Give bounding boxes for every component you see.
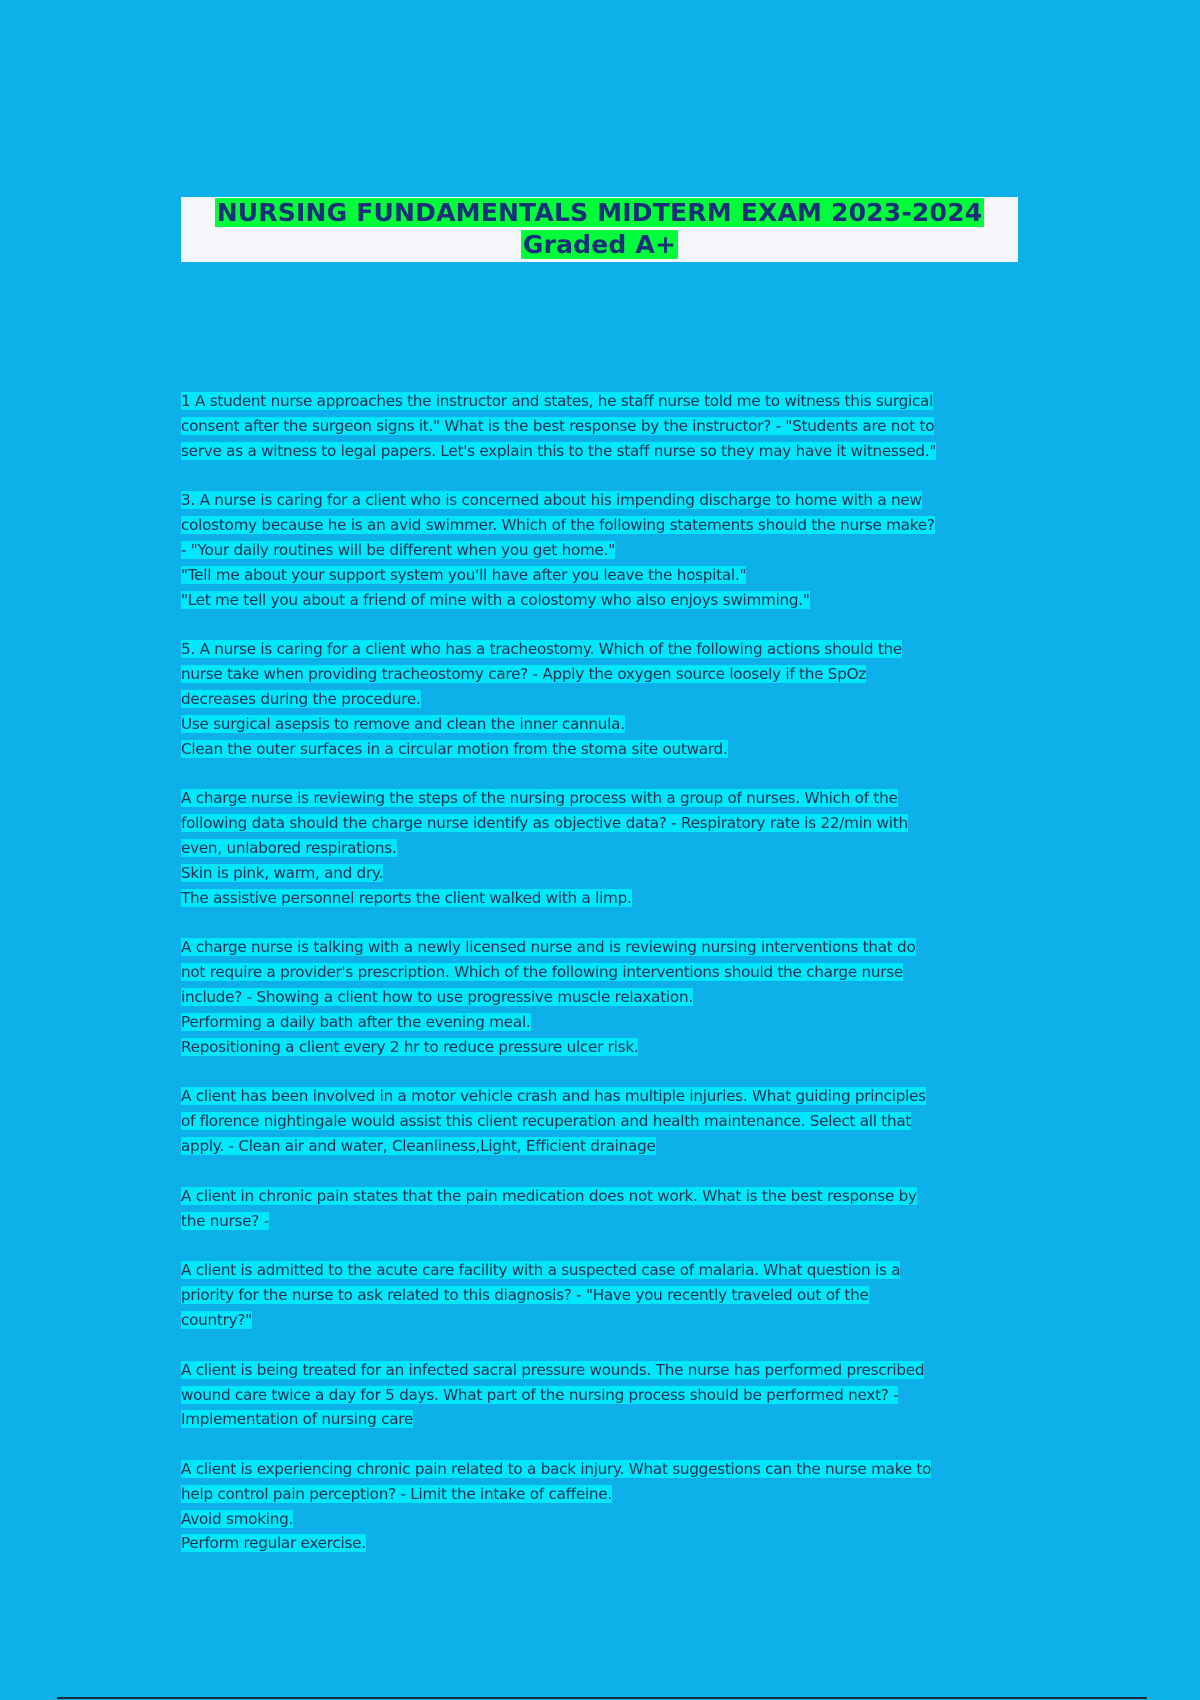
question-text: A charge nurse is reviewing the steps of the nursing process with a group of nurses. Which of the	[181, 789, 898, 808]
question-text: Repositioning a client every 2 hr to reduce pressure ulcer risk.	[181, 1037, 639, 1056]
question-block	[181, 1084, 1021, 1158]
question-line	[181, 1084, 1021, 1109]
question-line	[181, 886, 1021, 911]
question-text: Use surgical asepsis to remove and clean the inner cannula.	[181, 714, 625, 733]
footer-divider	[57, 1697, 1147, 1699]
question-text: A client is experiencing chronic pain related to a back injury. What suggestions can the nurse make to	[181, 1460, 932, 1479]
question-line	[181, 1258, 1021, 1283]
title-line-2: Graded A+	[522, 230, 677, 259]
question-text: priority for the nurse to ask related to this diagnosis? - "Have you recently traveled out of the	[181, 1286, 869, 1305]
question-line	[181, 1010, 1021, 1035]
question-line	[181, 1531, 1021, 1556]
question-line	[181, 935, 1021, 960]
question-line	[181, 1383, 1021, 1408]
question-line	[181, 687, 1021, 712]
document-title	[181, 197, 1018, 262]
question-text: apply. - Clean air and water, Cleanliness,Light, Efficient drainage	[181, 1136, 656, 1155]
question-text: decreases during the procedure.	[181, 689, 421, 708]
question-line	[181, 488, 1021, 513]
question-line	[181, 1358, 1021, 1383]
question-text: country?"	[181, 1310, 252, 1329]
question-line	[181, 1209, 1021, 1234]
question-line	[181, 1482, 1021, 1507]
question-text: A client is admitted to the acute care facility with a suspected case of malaria. What question is a	[181, 1261, 901, 1280]
question-block	[181, 786, 1021, 910]
question-text: serve as a witness to legal papers. Let's explain this to the staff nurse so they may have it witnessed."	[181, 441, 937, 460]
question-line	[181, 960, 1021, 985]
question-text: A client has been involved in a motor vehicle crash and has multiple injuries. What guiding principles	[181, 1087, 926, 1106]
question-text: A client in chronic pain states that the pain medication does not work. What is the best response by	[181, 1186, 917, 1205]
question-line	[181, 786, 1021, 811]
question-block	[181, 935, 1021, 1059]
question-text: Clean the outer surfaces in a circular motion from the stoma site outward.	[181, 739, 728, 758]
question-line	[181, 811, 1021, 836]
question-text: consent after the surgeon signs it." What is the best response by the instructor? - "Students are not to	[181, 416, 935, 435]
question-line	[181, 588, 1021, 613]
question-line	[181, 1109, 1021, 1134]
question-line	[181, 1184, 1021, 1209]
question-line	[181, 662, 1021, 687]
question-line	[181, 1035, 1021, 1060]
question-text: wound care twice a day for 5 days. What part of the nursing process should be performed next? -	[181, 1385, 899, 1404]
question-text: Avoid smoking.	[181, 1509, 294, 1528]
question-text: "Tell me about your support system you'll have after you leave the hospital."	[181, 565, 747, 584]
question-line	[181, 563, 1021, 588]
question-text: following data should the charge nurse identify as objective data? - Respiratory rate is 22/min with	[181, 814, 908, 833]
question-block	[181, 389, 1021, 463]
question-line	[181, 1308, 1021, 1333]
question-line	[181, 836, 1021, 861]
question-text: Performing a daily bath after the evening meal.	[181, 1012, 531, 1031]
question-line	[181, 389, 1021, 414]
question-text: nurse take when providing tracheostomy care? - Apply the oxygen source loosely if the SpOz	[181, 665, 867, 684]
question-line	[181, 1507, 1021, 1532]
question-text: 5. A nurse is caring for a client who has a tracheostomy. Which of the following actions should the	[181, 640, 902, 659]
question-text: The assistive personnel reports the client walked with a limp.	[181, 888, 632, 907]
question-text: "Let me tell you about a friend of mine with a colostomy who also enjoys swimming."	[181, 590, 810, 609]
question-text: not require a provider's prescription. Which of the following interventions should the charge nurse	[181, 963, 903, 982]
question-text: of florence nightingale would assist this client recuperation and health maintenance. Select all that	[181, 1112, 912, 1131]
question-line	[181, 861, 1021, 886]
question-text: the nurse? -	[181, 1211, 269, 1230]
question-text: Implementation of nursing care	[181, 1410, 414, 1429]
question-block	[181, 1184, 1021, 1234]
question-line	[181, 414, 1021, 439]
question-text: even, unlabored respirations.	[181, 838, 397, 857]
question-text: A client is being treated for an infected sacral pressure wounds. The nurse has performed prescribed	[181, 1360, 925, 1379]
question-line	[181, 712, 1021, 737]
question-list	[181, 389, 1021, 1581]
title-line-1: NURSING FUNDAMENTALS MIDTERM EXAM 2023-2024	[216, 198, 983, 227]
question-block	[181, 1358, 1021, 1432]
question-line	[181, 513, 1021, 538]
question-text: colostomy because he is an avid swimmer. Which of the following statements should the nurse make?	[181, 516, 935, 535]
question-text: A charge nurse is talking with a newly licensed nurse and is reviewing nursing interventions that do	[181, 938, 916, 957]
question-line	[181, 538, 1021, 563]
question-block	[181, 1258, 1021, 1332]
question-line	[181, 1283, 1021, 1308]
question-text: include? - Showing a client how to use progressive muscle relaxation.	[181, 987, 693, 1006]
question-text: - "Your daily routines will be different when you get home."	[181, 540, 615, 559]
question-text: 1 A student nurse approaches the instructor and states, he staff nurse told me to witness this surgical	[181, 392, 934, 410]
question-line	[181, 1457, 1021, 1482]
question-text: Skin is pink, warm, and dry.	[181, 863, 384, 882]
question-line	[181, 637, 1021, 662]
question-text: Perform regular exercise.	[181, 1534, 366, 1553]
question-line	[181, 737, 1021, 762]
question-line	[181, 439, 1021, 464]
question-line	[181, 1407, 1021, 1432]
question-block	[181, 488, 1021, 612]
question-line	[181, 985, 1021, 1010]
question-text: 3. A nurse is caring for a client who is concerned about his impending discharge to home with a new	[181, 491, 922, 510]
question-text: help control pain perception? - Limit the intake of caffeine.	[181, 1484, 612, 1503]
question-line	[181, 1134, 1021, 1159]
question-block	[181, 637, 1021, 761]
question-block	[181, 1457, 1021, 1556]
